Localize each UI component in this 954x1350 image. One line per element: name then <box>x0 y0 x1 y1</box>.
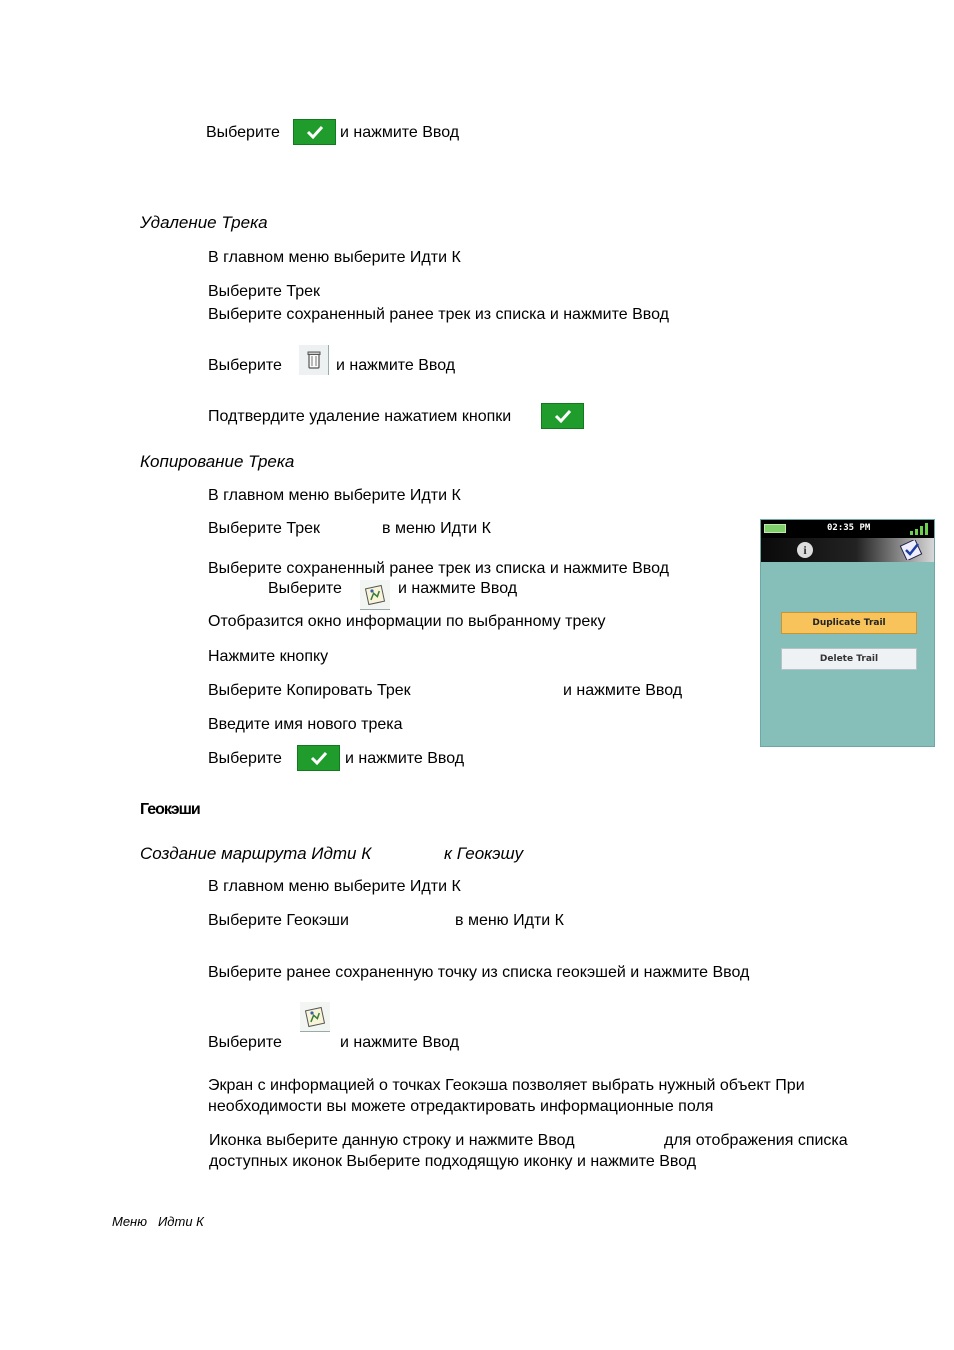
copy-line-8: Введите имя нового трека <box>208 716 403 733</box>
copy-line-1: В главном меню выберите Идти К <box>208 487 461 504</box>
copy-line-3: Выберите сохраненный ранее трек из списка и нажмите Ввод <box>208 560 669 577</box>
geocache-line-4-pre: Выберите <box>208 1034 282 1051</box>
checkmark-icon <box>297 745 340 771</box>
info-icon[interactable]: i <box>797 542 813 558</box>
geocache-line-6b: для отображения списка <box>664 1132 848 1149</box>
delete-line-5: Подтвердите удаление нажатием кнопки <box>208 408 512 425</box>
geocache-line-3: Выберите ранее сохраненную точку из списка геокэшей и нажмите Ввод <box>208 964 750 981</box>
copy-line-7a: Выберите Копировать Трек <box>208 682 411 699</box>
geocache-heading-a: Создание маршрута Идти К <box>140 844 372 863</box>
geocache-line-4-post: и нажмите Ввод <box>340 1034 460 1051</box>
clipboard-icon <box>897 540 925 560</box>
title-bar <box>761 538 934 562</box>
duplicate-trail-button[interactable]: Duplicate Trail <box>781 612 917 634</box>
device-screen <box>760 519 935 747</box>
step-enter-label: и нажмите Ввод <box>340 124 460 141</box>
geocache-line-5b: необходимости вы можете отредактировать информационные поля <box>208 1098 714 1115</box>
copy-line-6: Нажмите кнопку <box>208 648 329 665</box>
step-select-label: Выберите <box>206 124 280 141</box>
geocache-line-5a: Экран с информацией о точках Геокэша позволяет выбрать нужный объект При <box>208 1077 805 1094</box>
copy-line-9-post: и нажмите Ввод <box>345 750 465 767</box>
geocache-title: Геокэши <box>140 801 200 818</box>
delete-trail-button[interactable]: Delete Trail <box>781 648 917 670</box>
delete-line-2: Выберите Трек <box>208 283 321 300</box>
delete-line-4-post: и нажмите Ввод <box>336 357 456 374</box>
delete-heading: Удаление Трека <box>140 213 268 232</box>
footer-part-2: Идти К <box>158 1214 204 1229</box>
checkmark-icon <box>541 403 584 429</box>
copy-line-4-post: и нажмите Ввод <box>398 580 518 597</box>
signal-icon <box>909 522 931 535</box>
geocache-line-2b: в меню Идти К <box>455 912 564 929</box>
geocache-line-6c: доступных иконок Выберите подходящую иконку и нажмите Ввод <box>209 1153 697 1170</box>
geocache-line-2a: Выберите Геокэши <box>208 912 349 929</box>
copy-line-4-pre: Выберите <box>268 580 342 597</box>
geocache-heading-b: к Геокэшу <box>444 844 524 863</box>
battery-icon <box>764 524 786 533</box>
trash-icon <box>299 345 329 375</box>
copy-line-5: Отобразится окно информации по выбранному треку <box>208 613 606 630</box>
delete-line-3: Выберите сохраненный ранее трек из списка и нажмите Ввод <box>208 306 669 323</box>
checkmark-icon <box>293 119 336 145</box>
copy-line-2a: Выберите Трек <box>208 520 321 537</box>
note-icon <box>360 580 390 610</box>
delete-line-4-pre: Выберите <box>208 357 282 374</box>
geocache-line-1: В главном меню выберите Идти К <box>208 878 461 895</box>
status-time: 02:35 PM <box>827 523 871 533</box>
copy-line-9-pre: Выберите <box>208 750 282 767</box>
copy-line-2b: в меню Идти К <box>382 520 491 537</box>
status-bar <box>761 520 934 538</box>
footer-part-1: Меню <box>112 1214 147 1229</box>
copy-heading: Копирование Трека <box>140 452 295 471</box>
geocache-line-6a: Иконка выберите данную строку и нажмите Ввод <box>209 1132 575 1149</box>
delete-line-1: В главном меню выберите Идти К <box>208 249 461 266</box>
copy-line-7b: и нажмите Ввод <box>563 682 683 699</box>
note-icon <box>300 1002 330 1032</box>
